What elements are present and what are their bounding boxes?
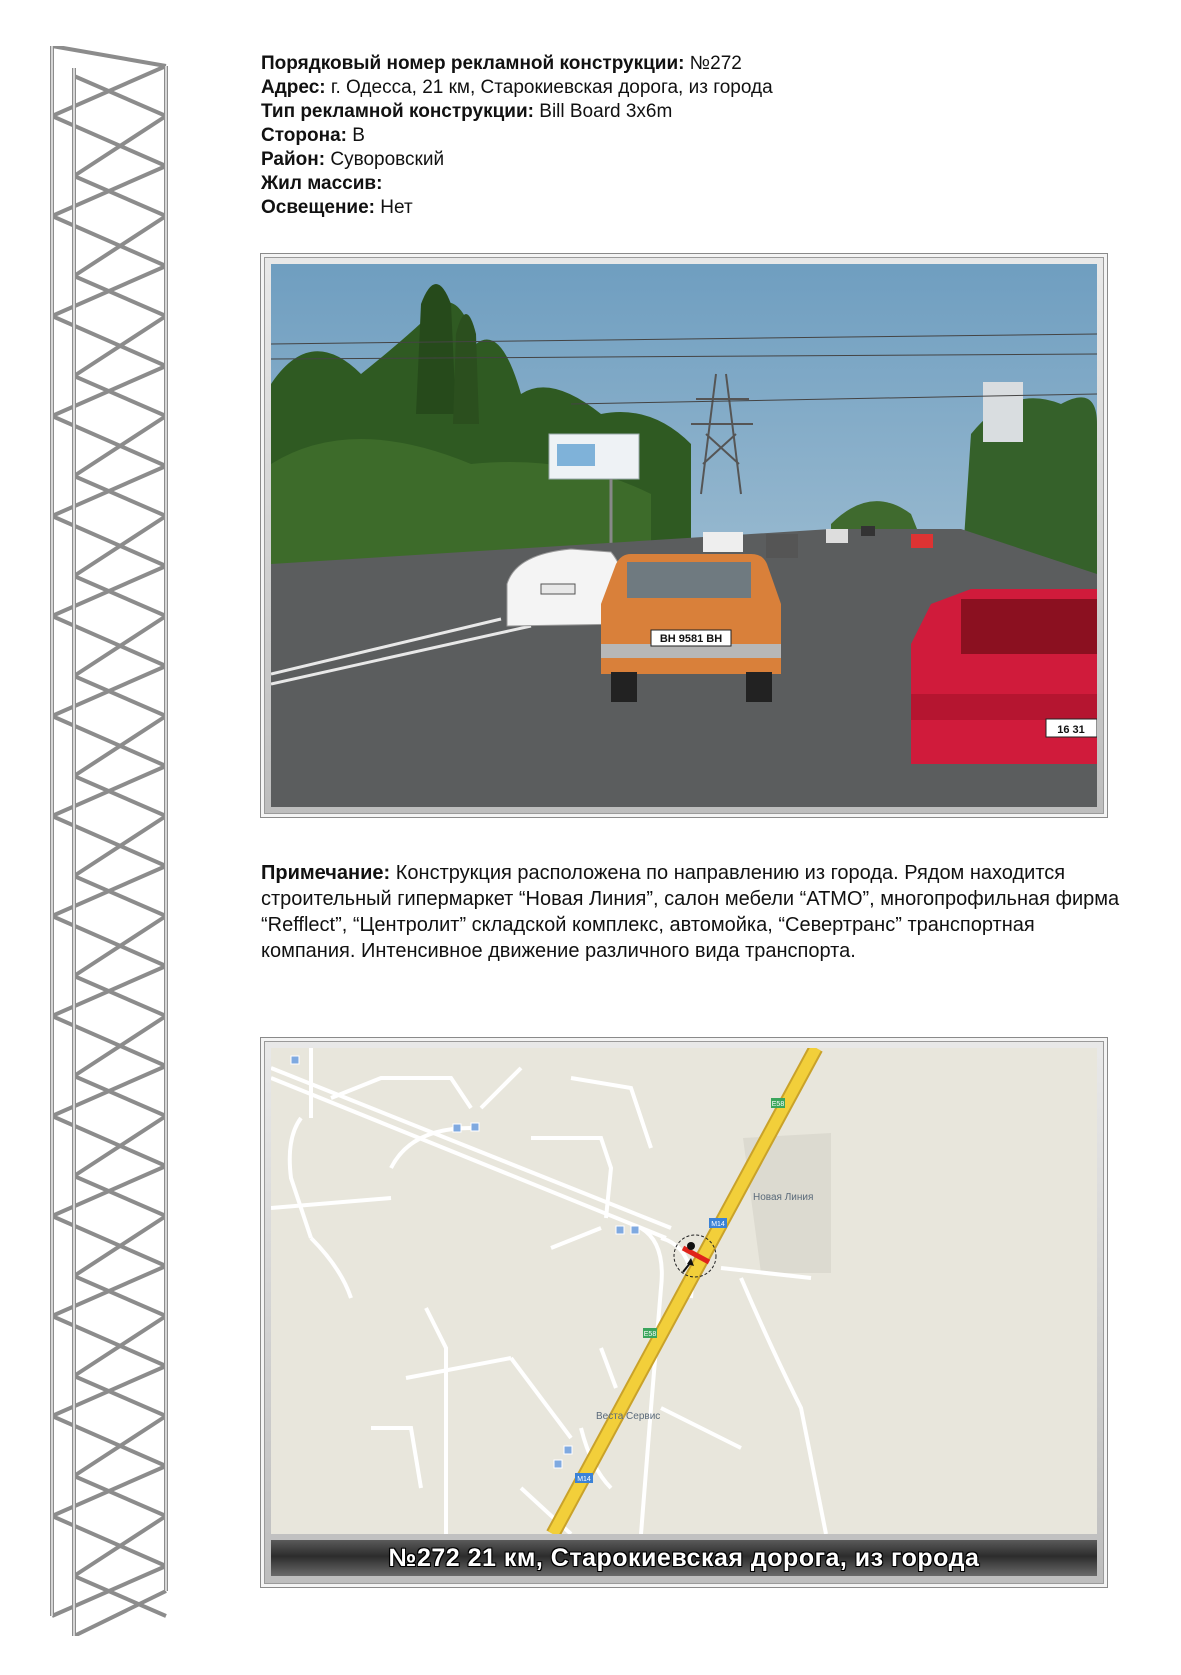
lighting-value: Нет: [380, 197, 413, 218]
caption-bar: [271, 1540, 1097, 1576]
road-scene: [271, 264, 1097, 807]
location-map: [271, 1048, 1097, 1534]
red-car-plate: 16 31: [1057, 724, 1085, 736]
caption-text: №272 21 км, Старокиевская дорога, из города: [388, 1543, 980, 1572]
road-label-e58-mid: E58: [643, 1331, 657, 1338]
billboard-photo: [271, 264, 1097, 807]
photo-frame: [260, 253, 1108, 818]
truss-decoration: [46, 46, 186, 1636]
type-value: Bill Board 3x6m: [539, 101, 673, 122]
massif-row: [261, 172, 1141, 196]
massif-label: Жил массив:: [261, 173, 383, 194]
side-value: В: [352, 125, 365, 146]
district-row: [261, 148, 1141, 172]
note-text: Конструкция расположена по направлению из города. Рядом находится строительный гипермаркет “Новая Линия”, салон мебели “АТМО”, многопрофильная фирма “Refflect”, “Центролит” складской комплекс, автомойка, “Севертранс” транспортная компания. Интенсивное движение различного вида транспорта.: [261, 862, 1120, 962]
road-label-m14-bottom: M14: [577, 1476, 591, 1483]
info-block: [261, 52, 1141, 220]
lighting-label: Освещение:: [261, 197, 375, 218]
note-label: Примечание:: [261, 862, 391, 884]
number-row: [261, 52, 1141, 76]
note-block: [261, 860, 1121, 964]
map-canvas: [271, 1048, 1097, 1534]
lighting-row: [261, 196, 1141, 220]
address-value: г. Одесса, 21 км, Старокиевская дорога, из города: [330, 77, 773, 98]
road-label-e58-top: E58: [771, 1101, 785, 1108]
address-label: Адрес:: [261, 77, 326, 98]
poi-label-1: Новая Линия: [753, 1192, 814, 1203]
map-frame: [260, 1037, 1108, 1588]
district-label: Район:: [261, 149, 326, 170]
number-label: Порядковый номер рекламной конструкции:: [261, 53, 685, 74]
road-label-m14-mid: M14: [711, 1221, 725, 1228]
side-label: Сторона:: [261, 125, 347, 146]
type-label: Тип рекламной конструкции:: [261, 101, 534, 122]
district-value: Суворовский: [330, 149, 445, 170]
type-row: [261, 100, 1141, 124]
poi-label-2: Веста Сервис: [596, 1411, 661, 1422]
number-value: №272: [689, 53, 742, 74]
orange-car-plate: ВН 9581 ВН: [659, 633, 723, 645]
side-row: [261, 124, 1141, 148]
address-row: [261, 76, 1141, 100]
